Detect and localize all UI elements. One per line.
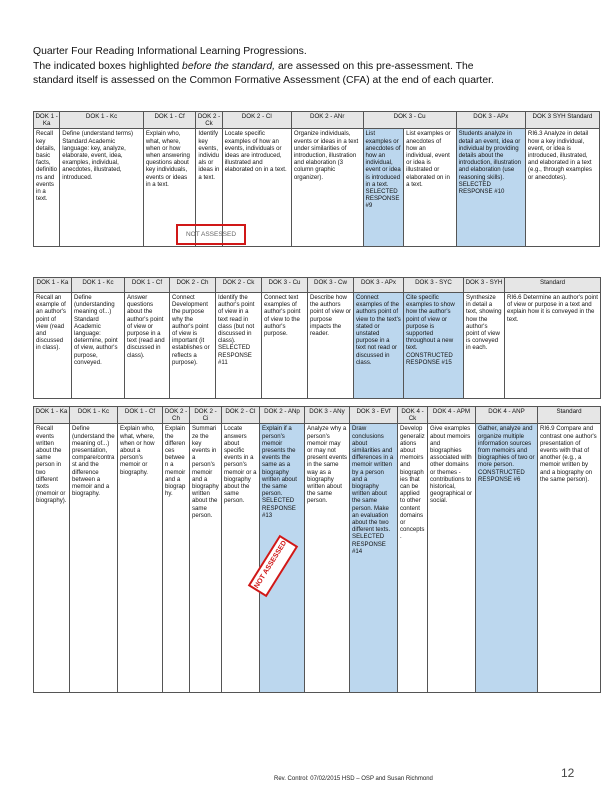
header-cell: DOK 2 - Cl xyxy=(222,112,291,129)
intro-line-2a: The indicated boxes highlighted xyxy=(33,60,183,72)
header-cell: DOK 3 - Cw xyxy=(308,278,354,293)
table-cell: Connect text examples of author's point of view to the author's purpose. xyxy=(262,293,308,399)
table-cell: Identify key events, individuals or ideas in a text. xyxy=(196,129,222,247)
table-cell: Synthesize in detail a text, showing how the author's point of view is conveyed in each. xyxy=(464,293,505,399)
header-cell: DOK 1 - Ka xyxy=(34,407,70,424)
table-cell: Explain who, what, where, when or how about a person's memoir or biography. xyxy=(118,424,163,693)
table-cell: List examples or anecdotes of how an individual, event or idea is introduced in a text. SELECTED RESPONSE #9 xyxy=(363,129,404,247)
header-cell: DOK 4 - Ck xyxy=(398,407,428,424)
header-cell: DOK 2 - ANp xyxy=(260,407,305,424)
header-cell: DOK 2 - CI xyxy=(222,407,260,424)
header-cell: DOK 1 - Cf xyxy=(143,112,196,129)
header-cell: DOK 1 - Kc xyxy=(70,407,118,424)
table-cell: Define (understand terms) Standard Academic language: key, analyze, elaborate, event, idea, examples, individual, anecdotes, illustrated, introduced. xyxy=(60,129,144,247)
table-cell: Organize individuals, events or ideas in a text under similarities of introduction, illustration and elaboration (3 column graphic organizer). xyxy=(291,129,363,247)
header-cell: DOK 3 - Cu xyxy=(262,278,308,293)
table-cell: RI6.3 Analyze in detail how a key individual, event, or idea is introduced, illustrated, and elaborated in a text (e.g., through examples or anecdotes). xyxy=(525,129,599,247)
intro-emphasis: before the standard, xyxy=(182,60,276,72)
table-cell: List examples or anecdotes of how an individual, event or idea is illustrated or elaborated on in a text. xyxy=(404,129,457,247)
table-cell: Analyze why a person's memoir may or may not present events in the same way as a biography written about the same person. xyxy=(305,424,350,693)
table-cell: Locate specific examples of how an events, individuals or ideas are introduced, illustrated and elaborated on in a text. xyxy=(222,129,291,247)
progression-table-ri66 xyxy=(33,277,601,399)
intro-line-1: Quarter Four Reading Informational Learning Progressions. xyxy=(33,46,307,57)
intro-line-2b: are assessed on this pre-assessment. The xyxy=(275,60,474,72)
header-cell: DOK 4 - APM xyxy=(428,407,476,424)
table-cell: Define (understanding meaning of...) Standard Academic language: determine, point of view, author's purpose, conveyed. xyxy=(72,293,125,399)
header-cell: DOK 1 - Cf xyxy=(118,407,163,424)
header-cell: DOK 2 - ANr xyxy=(291,112,363,129)
header-cell: DOK 3 SYH Standard xyxy=(525,112,599,129)
table-cell: Give examples about memoirs and biographies associated with other domains or themes - contributions to historical, geographical or social. xyxy=(428,424,476,693)
header-cell: DOK 3 - APx xyxy=(354,278,404,293)
header-cell: DOK 3 - APx xyxy=(456,112,525,129)
table-cell: Draw conclusions about similarities and differences in a memoir written by a person and a biography written about the same person. Make an evaluation about the two different texts. SELECTED RESPONSE #14 xyxy=(350,424,398,693)
header-cell: DOK 1 - Ka xyxy=(34,278,72,293)
progression-table-ri69 xyxy=(33,406,601,693)
header-cell: Standard xyxy=(538,407,601,424)
header-cell: DOK 1 - Kc xyxy=(72,278,125,293)
not-assessed-box: NOT ASSESSED xyxy=(176,224,246,245)
table-cell: RI6.6 Determine an author's point of view or purpose in a text and explain how it is conveyed in the text. xyxy=(505,293,601,399)
header-cell: DOK 2 - Ck xyxy=(216,278,262,293)
table-cell: Cite specific examples to show how the author's point of view or purpose is supported throughout a new text. CONSTRUCTED RESPONSE #15 xyxy=(404,293,464,399)
header-cell: DOK 2 - Ch xyxy=(170,278,216,293)
header-cell: DOK 2 - Ch xyxy=(163,407,190,424)
header-cell: DOK 3 - ANy xyxy=(305,407,350,424)
header-cell: DOK 4 - ANP xyxy=(476,407,538,424)
table-cell: RI6.9 Compare and contrast one author's presentation of events with that of another (e.g., a memoir written by and a biography on the same person). xyxy=(538,424,601,693)
table-cell: Explain the differences between a memoir and a biography. xyxy=(163,424,190,693)
intro-line-3: standard itself is assessed on the Common Formative Assessment (CFA) at the end of each quarter. xyxy=(33,75,494,86)
header-cell: DOK 3 - Cu xyxy=(363,112,456,129)
footer-revision: Rev. Control: 07/02/2015 HSD – OSP and Susan Richmond xyxy=(274,776,433,782)
table-cell: Explain who, what, where, when or how when answering questions about key individuals, events or ideas in a text. xyxy=(143,129,196,247)
table-row xyxy=(34,293,601,399)
header-cell: DOK 1 - Cf xyxy=(125,278,170,293)
table-row xyxy=(34,129,600,247)
header-row xyxy=(34,112,600,129)
table-cell: Recall an example of an author's point of view (read and discussed in class). xyxy=(34,293,72,399)
table-cell: Recall key details, basic facts, definitions and events in a text. xyxy=(34,129,60,247)
table-cell: Connect Development the purpose why the author's point of view is important (it establishes or reflects a purpose). xyxy=(170,293,216,399)
header-cell: DOK 1 - Kc xyxy=(60,112,144,129)
header-cell: DOK 3 - EVf xyxy=(350,407,398,424)
table-cell: Locate answers about specific events in a person's memoir or a biography about the same person. xyxy=(222,424,260,693)
header-row xyxy=(34,407,601,424)
intro-line-2 xyxy=(33,60,593,75)
page-number: 12 xyxy=(561,766,575,780)
header-cell: DOK 2 - Ck xyxy=(197,113,221,128)
table-row xyxy=(34,424,601,693)
header-cell: Standard xyxy=(505,278,601,293)
progression-table-ri63 xyxy=(33,111,600,247)
header-cell: DOK 1 - Ka xyxy=(35,113,58,128)
table-cell: Describe how the authors point of view or purpose impacts the reader. xyxy=(308,293,354,399)
table-cell: Students analyze in detail an event, idea or individual by providing details about the introduction, illustration and elaboration (use reasoning skills). SELECTED RESPONSE #10 xyxy=(456,129,525,247)
table-cell: Summarize the key events in a person's memoir and a biography written about the same person. xyxy=(190,424,222,693)
table-cell: Answer questions about the author's point of view or purpose in a text (read and discussed in class). xyxy=(125,293,170,399)
header-cell: DOK 3 - SYC xyxy=(404,278,464,293)
table-cell: Connect examples of the authors point of view to the text's stated or unstated purpose in a text not read or discussed in class. xyxy=(354,293,404,399)
table-cell: Define (understand the meaning of...) presentation, compare/contrast and the difference between a memoir and a biography. xyxy=(70,424,118,693)
header-cell: DOK 3 - SYH xyxy=(464,278,505,293)
not-assessed-stamp: NOT ASSESSED xyxy=(248,535,298,598)
table-cell: Identify the author's point of view in a text read in class (but not discussed in class). SELECTED RESPONSE #11 xyxy=(216,293,262,399)
header-row xyxy=(34,278,601,293)
table-cell: Explain if a person's memoir presents the events the same as a biography written about the same person. SELECTED RESPONSE #13 xyxy=(260,424,305,693)
table-cell: Develop generalizations about memoirs and biographies that can be applied to other content domains or concepts. xyxy=(398,424,428,693)
table-cell: Recall events written about the same person in two different texts (memoir or biography). xyxy=(34,424,70,693)
header-cell: DOK 2 - Ci xyxy=(190,407,222,424)
intro-text xyxy=(33,45,593,89)
table-cell: Gather, analyze and organize multiple information sources from memoirs and biographies of two or more person. CONSTRUCTED RESPONSE #6 xyxy=(476,424,538,693)
